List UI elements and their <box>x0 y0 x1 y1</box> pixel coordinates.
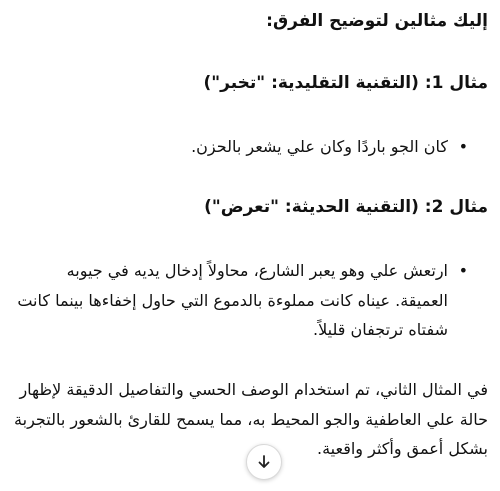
explanation-paragraph: في المثال الثاني، تم استخدام الوصف الحسي والتفاصيل الدقيقة لإظهار حالة علي العاطفية والجو المحيط به، مما يسمح للقارئ بالشعور بالتجربة بشكل أعمق وأكثر واقعية. <box>14 380 488 458</box>
example-2-text: ارتعش علي وهو يعبر الشارع، محاولاً إدخال يديه في جيوبه العميقة. عيناه كانت مملوءة بالدموع التي حاول إخفاءها بينما كانت شفتاه ترتجفان قليلاً. <box>17 261 448 339</box>
bullet-dot: • <box>458 261 468 280</box>
example-2-bullet <box>12 256 468 345</box>
arrow-down-icon <box>256 454 272 470</box>
example-1-heading: مثال 1: (التقنية التقليدية: "تخبر") <box>203 73 488 93</box>
intro-text: إليك مثالين لتوضيح الفرق: <box>266 11 488 31</box>
example-1-text: كان الجو باردًا وكان علي يشعر بالحزن. <box>191 137 448 156</box>
example-2-heading: مثال 2: (التقنية الحديثة: "تعرض") <box>204 197 488 217</box>
scroll-to-bottom-button[interactable] <box>246 444 282 480</box>
example-1-bullet <box>12 132 468 162</box>
bullet-dot: • <box>458 137 468 156</box>
